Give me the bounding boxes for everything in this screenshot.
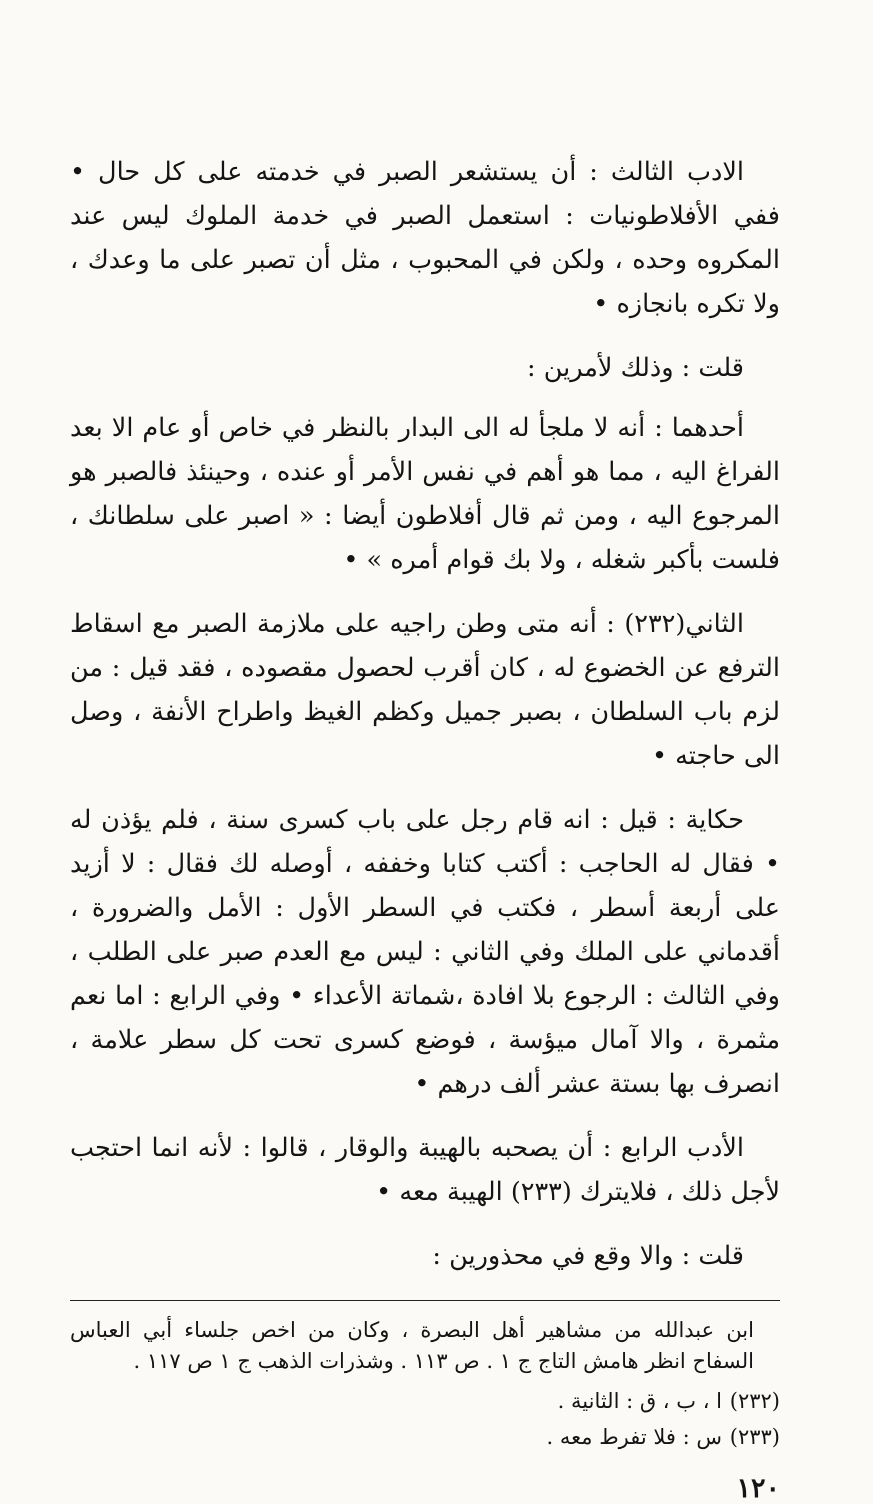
paragraph-two-reasons: قلت : وذلك لأمرين : xyxy=(527,353,744,383)
page-number: ١٢٠ xyxy=(736,1473,780,1504)
footnote-number: (٢٣٣) xyxy=(729,1425,780,1449)
footnote-233 xyxy=(70,1419,780,1455)
footnote-continuation: ابن عبدالله من مشاهير أهل البصرة ، وكان من اخص جلساء أبي العباس السفاح انظر هامش التاج ج ١ . ص ١١٣ . وشذرات الذهب ج ١ ص ١١٧ . xyxy=(70,1318,754,1373)
footnote-number: (٢٣٢) xyxy=(729,1389,780,1413)
footnote-text: ا ، ب ، ق : الثانية . xyxy=(557,1389,722,1413)
paragraph-second-reason: الثاني(٢٣٢) : أنه متى وطن راجيه على ملازمة الصبر مع اسقاط الترفع عن الخضوع له ، كان أقرب لحصول مقصوده ، فقد قيل : من لزم باب السلطان ، بصبر جميل وكظم الغيظ واطراح الأنفة ، وصل الى حاجته • xyxy=(70,609,780,771)
paragraph-first-reason: أحدهما : أنه لا ملجأ له الى البدار بالنظر في خاص أو عام الا بعد الفراغ اليه ، مما هو أهم في نفس الأمر أو عنده ، وحينئذ فالصبر هو المرجوع اليه ، ومن ثم قال أفلاطون أيضا : « اصبر على سلطانك ، فلست بأكبر شغله ، ولا بك قوام أمره » • xyxy=(70,413,780,575)
paragraph-fourth-etiquette: الأدب الرابع : أن يصحبه بالهيبة والوقار ، قالوا : لأنه انما احتجب لأجل ذلك ، فلايترك (٢٣٣) الهيبة معه • xyxy=(70,1133,780,1207)
book-page xyxy=(70,150,780,1504)
paragraph-two-hazards: قلت : والا وقع في محذورين : xyxy=(432,1241,744,1271)
footnote-text: س : فلا تفرط معه . xyxy=(546,1425,722,1449)
paragraph-story: حكاية : قيل : انه قام رجل على باب كسرى سنة ، فلم يؤذن له • فقال له الحاجب : أكتب كتابا وخففه ، أوصله لك فقال : لا أزيد على أربعة أسطر ، فكتب في السطر الأول : الأمل والضرورة ، أقدماني على الملك وفي الثاني : ليس مع العدم صبر على الطلب ، وفي الثالث : الرجوع بلا افادة ،شماتة الأعداء • وفي الرابع : اما نعم مثمرة ، والا آمال ميؤسة ، فوضع كسرى تحت كل سطر علامة ، انصرف بها بستة عشر ألف درهم • xyxy=(70,805,780,1099)
footnote-divider xyxy=(70,1300,780,1301)
paragraph-third-etiquette: الادب الثالث : أن يستشعر الصبر في خدمته على كل حال • ففي الأفلاطونيات : استعمل الصبر في خدمة الملوك ليس عند المكروه وحده ، ولكن في المحبوب ، مثل أن تصبر على ما وعدك ، ولا تكره بانجازه • xyxy=(70,157,780,319)
footnote-232 xyxy=(70,1383,780,1419)
